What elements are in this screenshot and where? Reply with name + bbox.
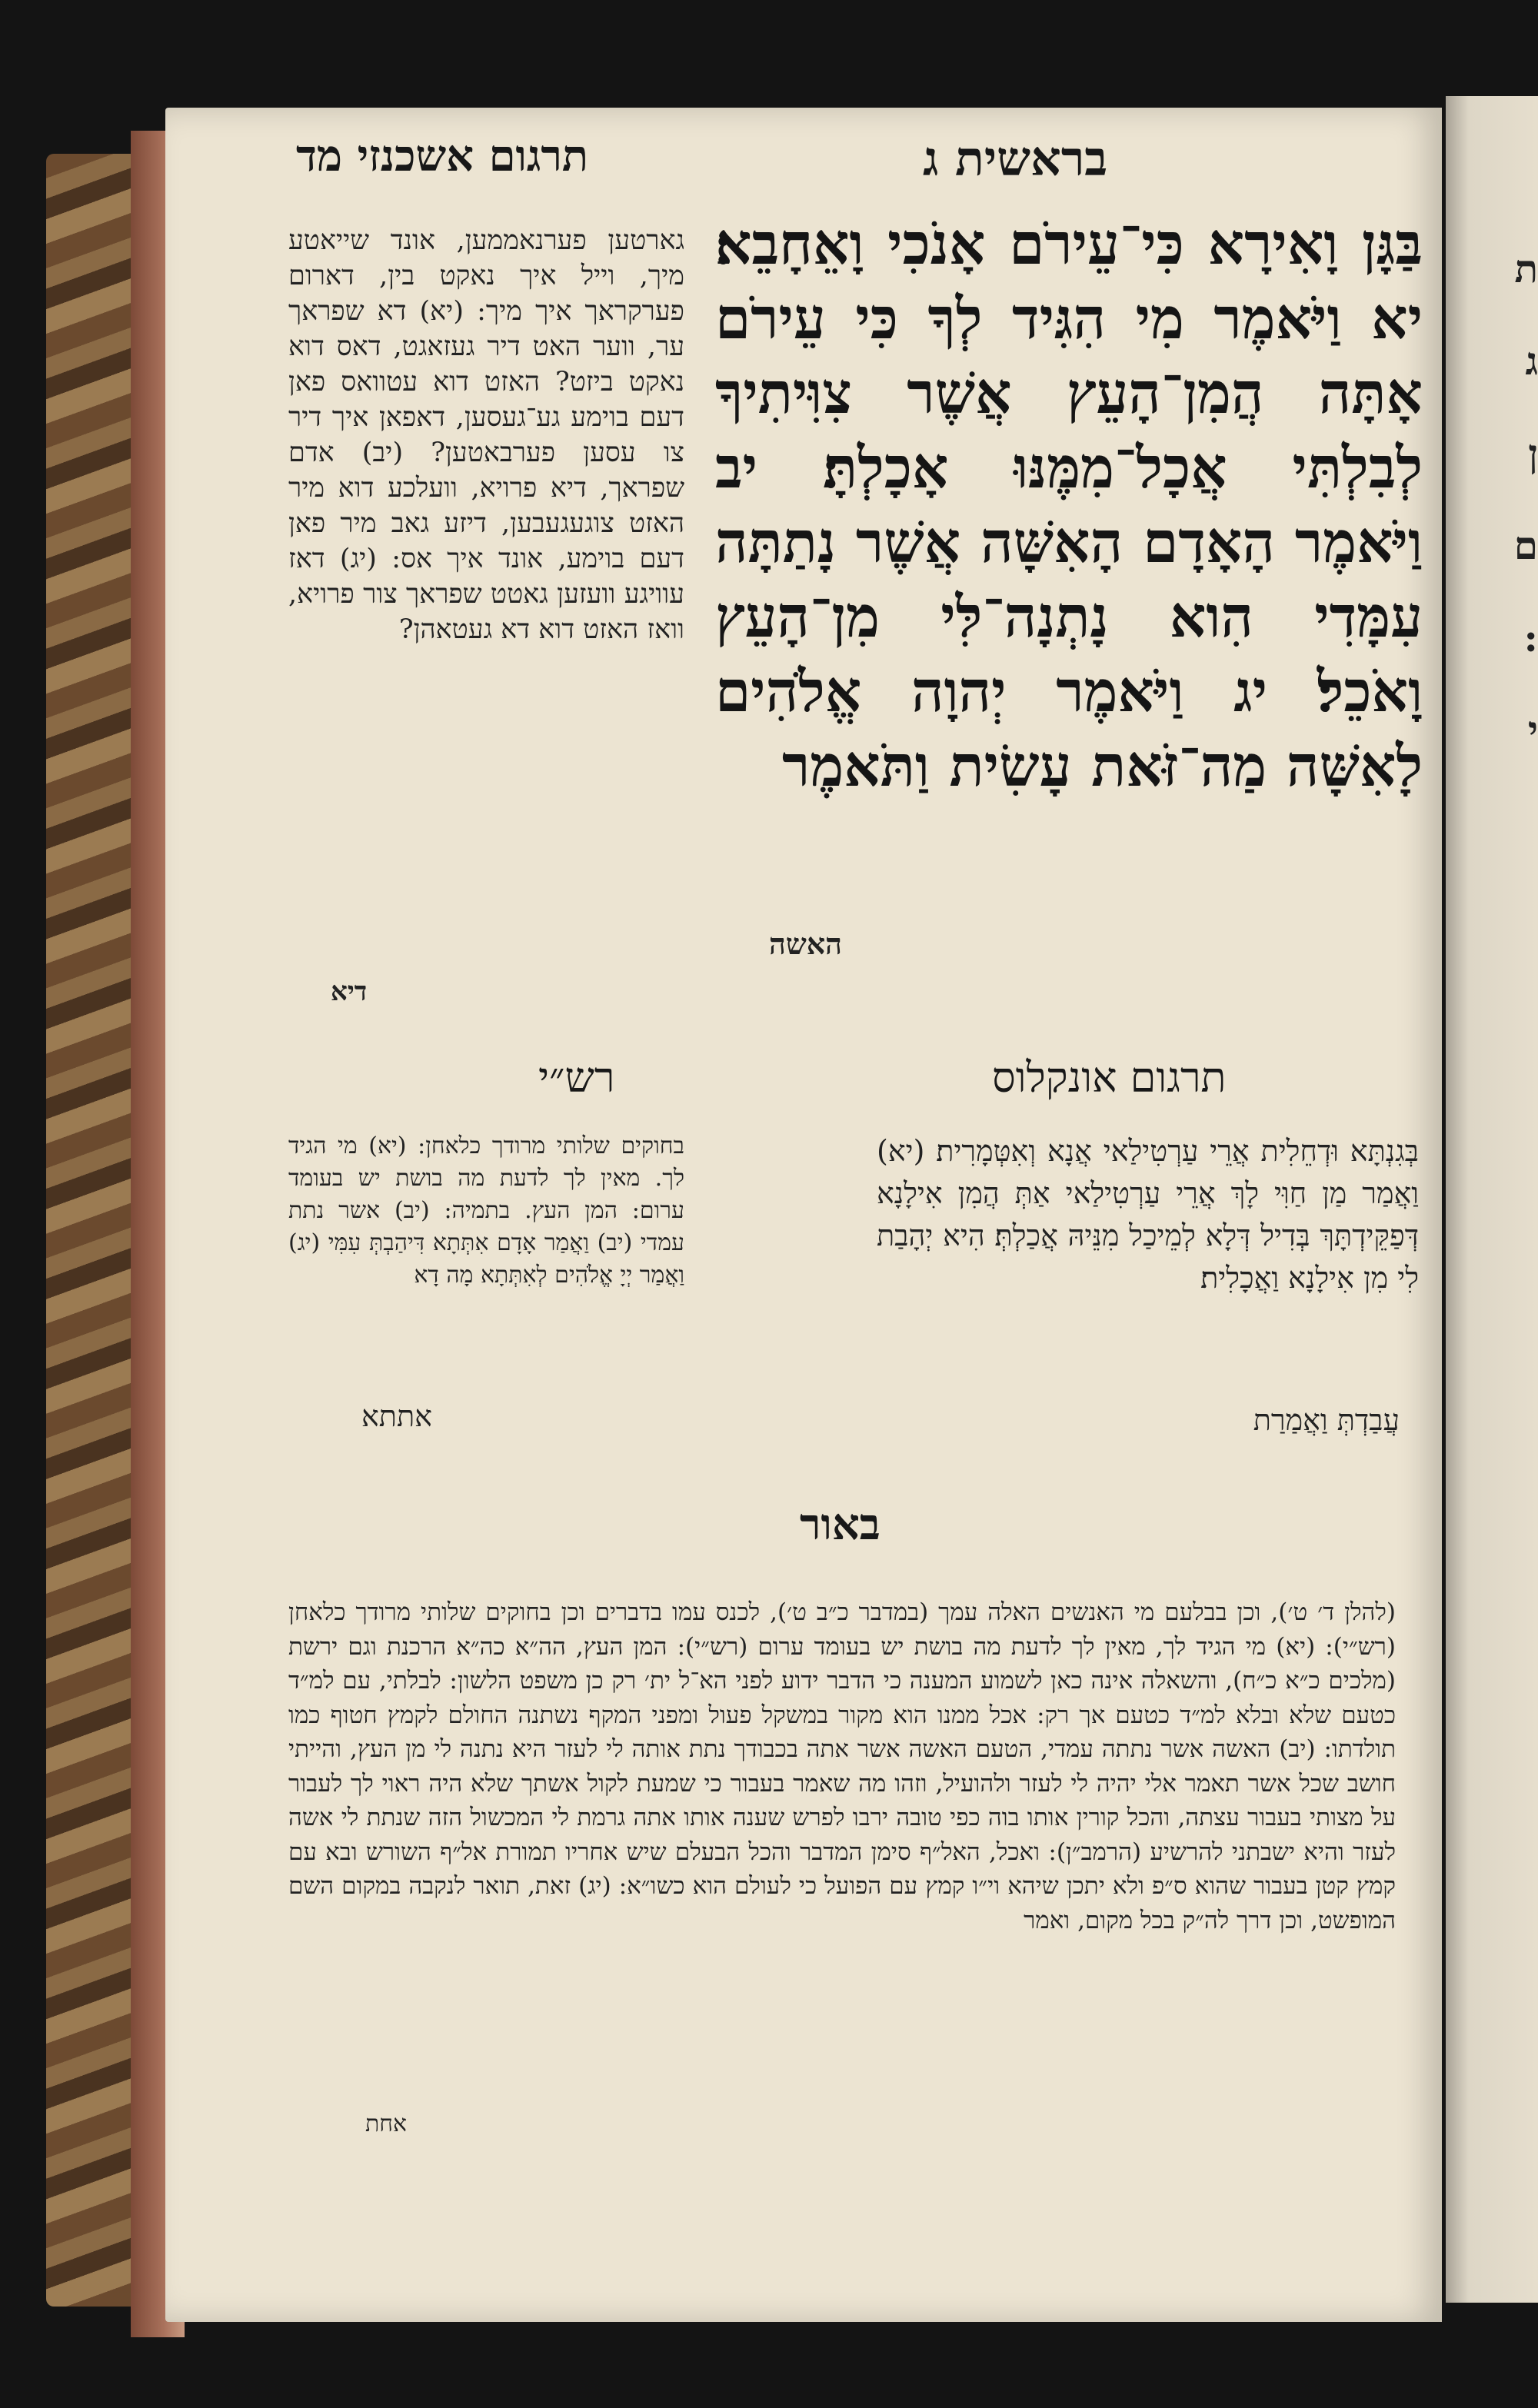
yiddish-translation: גארטען פערנאממען, אונד שייאטע מיך, וייל איך נאקט בין, דארום פערקראך איך מיך: (יא) דא שפראך ער, ווער האט דיר געזאגט, דאס דוא נאקט ביזט? האזט דוא עטוואס פאן דעם בוימע גע־געסען, דאפאן איך דיר צו עסען פערבאטען? (יב) אדם שפראך, דיא פרויא, וועלכע דוא מיר האזט צוגעגעבען, דיזע גאב מיר פאן דעם בוימע, אונד איך אס: (יג) דאז עוויגע וועזען גאטט שפראך צור פרויא, וואז האזט דוא דא געטאהן? [288, 225, 684, 645]
rashi-title: רש״י [538, 1053, 615, 1102]
bible-text: בַּגָּן וָאִירָא כִּי־עֵירֹם אָנֹכִי וָאֵחָבֵא׃ יא וַיֹּאמֶר מִי הִגִּיד לְךָ כִּי עֵירֹם אָתָּה הֲמִן־הָעֵץ אֲשֶׁר צִוִּיתִיךָ לְבִלְתִּי אֲכָל־מִמֶּנּוּ אָכָלְתָּ׃ יב וַיֹּאמֶר הָאָדָם הָאִשָּׁה אֲשֶׁר נָתַתָּה עִמָּדִי הִוא נָתְנָה־לִּי מִן־הָעֵץ וָאֹכֵל׃ יג וַיֹּאמֶר יְהוָה אֱלֹהִים לָאִשָּׁה מַה־זֹּאת עָשִׂית וַתֹּאמֶר [715, 211, 1423, 800]
onkelos-text: בְּגִנְתָּא וּדְחֵלִית אֲרֵי עַרְטִילַאי אֲנָא וְאִטְּמָרִית׃ (יא) וַאֲמַר מַן חַוִּי לָךְ אֲרֵי עַרְטִילַאי אַתְּ הֲמִן אִילָנָא דְּפַקֵּידְתָּךְ בְּדִיל דְּלָא לְמֵיכַל מִנֵּיהּ אֲכַלְתְּ׃ הִיא יְהָבַת לִי מִן אִילָנָא וַאֲכָלִית׃ [877, 1134, 1419, 1295]
bible-catchword: האשה [769, 926, 843, 961]
onkelos-title: תרגום אונקלוס [992, 1053, 1227, 1102]
header-right: בראשית ג [923, 131, 1108, 187]
biur-text: (להלן ד׳ ט׳), וכן בבלעם מי האנשים האלה עמך (במדבר כ״ב ט׳), לכנס עמו בדברים וכן בחוקים שלותי מרודך כלאחן (רש״י): (יא) מי הגיד לך, מאין לך לדעת מה בושת יש בעומד ערום (רש״י): המן העץ, הה״א כה״א הרכנת וגם ירשת (מלכים כ״א כ״ח), והשאלה אינה כאן לשמוע המענה כי הדבר ידוע לפני הא־ל ית׳ רק כן משפט הלשון: לבלתי, עם למ״ד כטעם שלא ובלא למ״ד כטעם אך רק: אכל ממנו הוא מקור במשקל פעול ומפני המקף נשתנה החולם לקמץ חטוף כמו תולדתו: (יב) האשה אשר נתתה עמדי, הטעם האשה אשר אתה בכבודך נתת אותה לי לעזר היא נתנה לי מן העץ, והייתי חושב שכל אשר תאמר אלי יהיה לי לעזר ולהועיל, וזהו מה שאמר בעבור כי שמעת לקול אשתך שלא היה ראוי לך לעבור על מצותי בעבור עצתה, והכל קורין אותו בוה כפי טובה ירבו לפרש שענה אותו אתה גרמת לי המכשול הזה שנתת לי אשה לעזר והיא ישבתני להרשיע (הרמב״ן): ואכל, האל״ף סימן המדבר והכל הבעלם שיש אחריו תמורת אל״ף השורש ובא עם קמץ קטן בעבור שהוא ס״פ ולא יתכן שיהא וי״ו קמץ עם הפועל כי לעולם הוא כשו״א: (יג) זאת, תואר לנקבה במקום השם המופשט, וכן דרך לה״ק בכל מקום, ואמר [288, 1598, 1396, 1934]
rashi-catchword: אתתא [361, 1399, 432, 1433]
header-left: תרגום אשכנזי מד [296, 131, 589, 181]
next-page-text: ת ג ן ם : י [1513, 246, 1538, 753]
biur-catchword: אחת [365, 2110, 408, 2137]
yiddish-catchword: דיא [331, 976, 368, 1007]
rashi-text: בחוקים שלותי מרודך כלאחן: (יא) מי הגיד לך. מאין לך לדעת מה בושת יש בעומד ערום: המן העץ. בתמיה: (יב) אשר נתת עמדי (יב) וַאֲמַר אָדָם אִתְּתָא דִּיהַבְתְּ עִמִּי (יג) וַאֲמַר יְיָ אֱלֹהִים לְאִתְּתָא מָה דָא [288, 1132, 684, 1289]
onkelos-tail: עֲבַדְתְּ וַאֲמַרַת [1253, 1403, 1400, 1437]
biur-title: באור [800, 1499, 881, 1550]
